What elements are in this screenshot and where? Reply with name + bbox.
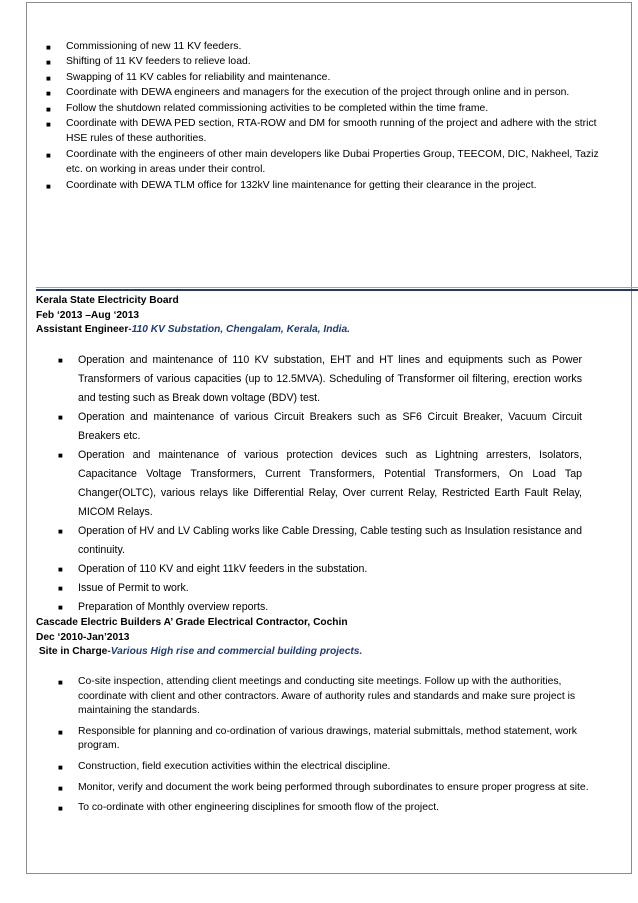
list-item: ■ Follow the shutdown related commissioning activities to be completed within the time frame. <box>46 101 602 116</box>
list-item: ■ Coordinate with the engineers of other main developers like Dubai Properties Group, TEECOM, DIC, Nakheel, Taziz etc. on working in areas under their control. <box>46 147 602 178</box>
list-item: ■ Commissioning of new 11 KV feeders. <box>46 39 602 54</box>
job-header-kseb <box>36 294 350 338</box>
list-item: ■ Shifting of 11 KV feeders to relieve load. <box>46 54 602 69</box>
list-item: ■ Preparation of Monthly overview reports. <box>58 598 582 617</box>
job-title <box>36 645 362 660</box>
list-item: ■ Operation and maintenance of various Circuit Breakers such as SF6 Circuit Breaker, Vacuum Circuit Breakers etc. <box>58 408 582 446</box>
duties-list-cascade <box>58 675 602 822</box>
section-divider <box>36 287 638 292</box>
employment-dates: Dec ‘2010-Jan’2013 <box>36 631 130 643</box>
list-item: ■ Coordinate with DEWA engineers and managers for the execution of the project through online and in person. <box>46 85 602 100</box>
list-item: ■ Coordinate with DEWA PED section, RTA-ROW and DM for smooth running of the project and adhere with the strict HSE rules of these authorities. <box>46 116 602 147</box>
duties-list-kseb <box>58 351 582 617</box>
job-header-cascade <box>36 616 362 660</box>
list-item: ■ Monitor, verify and document the work being performed through subordinates to ensure proper progress at site. <box>58 781 602 796</box>
list-item: ■ Operation of 110 KV and eight 11kV feeders in the substation. <box>58 560 582 579</box>
role-detail: -Various High rise and commercial building projects. <box>107 646 363 658</box>
list-item: ■ Operation and maintenance of 110 KV substation, EHT and HT lines and equipments such as Power Transformers of various capacities (up to 12.5MVA). Scheduling of Transformer oil filtering, erection works and testing such as Break down voltage (BDV) test. <box>58 351 582 408</box>
list-item: ■ Operation and maintenance of various protection devices such as Lightning arresters, Isolators, Capacitance Voltage Transformers, Current Transformers, Potential Transformers, On Load Tap Changer(OLTC), various relays like Differential Relay, Over current Relay, Restricted Earth Fault Relay, MICOM Relays. <box>58 446 582 522</box>
list-item: ■ Swapping of 11 KV cables for reliability and maintenance. <box>46 70 602 85</box>
duties-list-dewa <box>46 39 602 193</box>
list-item: ■ Construction, field execution activities within the electrical discipline. <box>58 760 602 775</box>
role: Assistant Engineer <box>36 324 129 336</box>
list-item: ■ Issue of Permit to work. <box>58 579 582 598</box>
list-item: ■ To co-ordinate with other engineering disciplines for smooth flow of the project. <box>58 801 602 816</box>
company-name: Kerala State Electricity Board <box>36 295 179 306</box>
list-item: ■ Co-site inspection, attending client meetings and conducting site meetings. Follow up with the authorities, coordinate with client and other contractors. Aware of authority rules and standards and make sure project is maintaining the standards. <box>58 675 602 719</box>
list-item: ■ Responsible for planning and co-ordination of various drawings, material submittals, method statement, work program. <box>58 725 602 754</box>
job-title <box>36 323 350 338</box>
list-item: ■ Operation of HV and LV Cabling works like Cable Dressing, Cable testing such as Insulation resistance and continuity. <box>58 522 582 560</box>
list-item: ■ Coordinate with DEWA TLM office for 132kV line maintenance for getting their clearance in the project. <box>46 178 602 193</box>
company-name: Cascade Electric Builders A’ Grade Electrical Contractor, Cochin <box>36 617 348 628</box>
role: Site in Charge <box>38 646 108 658</box>
employment-dates: Feb ‘2013 –Aug ‘2013 <box>36 309 140 321</box>
role-detail: -110 KV Substation, Chengalam, Kerala, India. <box>128 324 351 336</box>
